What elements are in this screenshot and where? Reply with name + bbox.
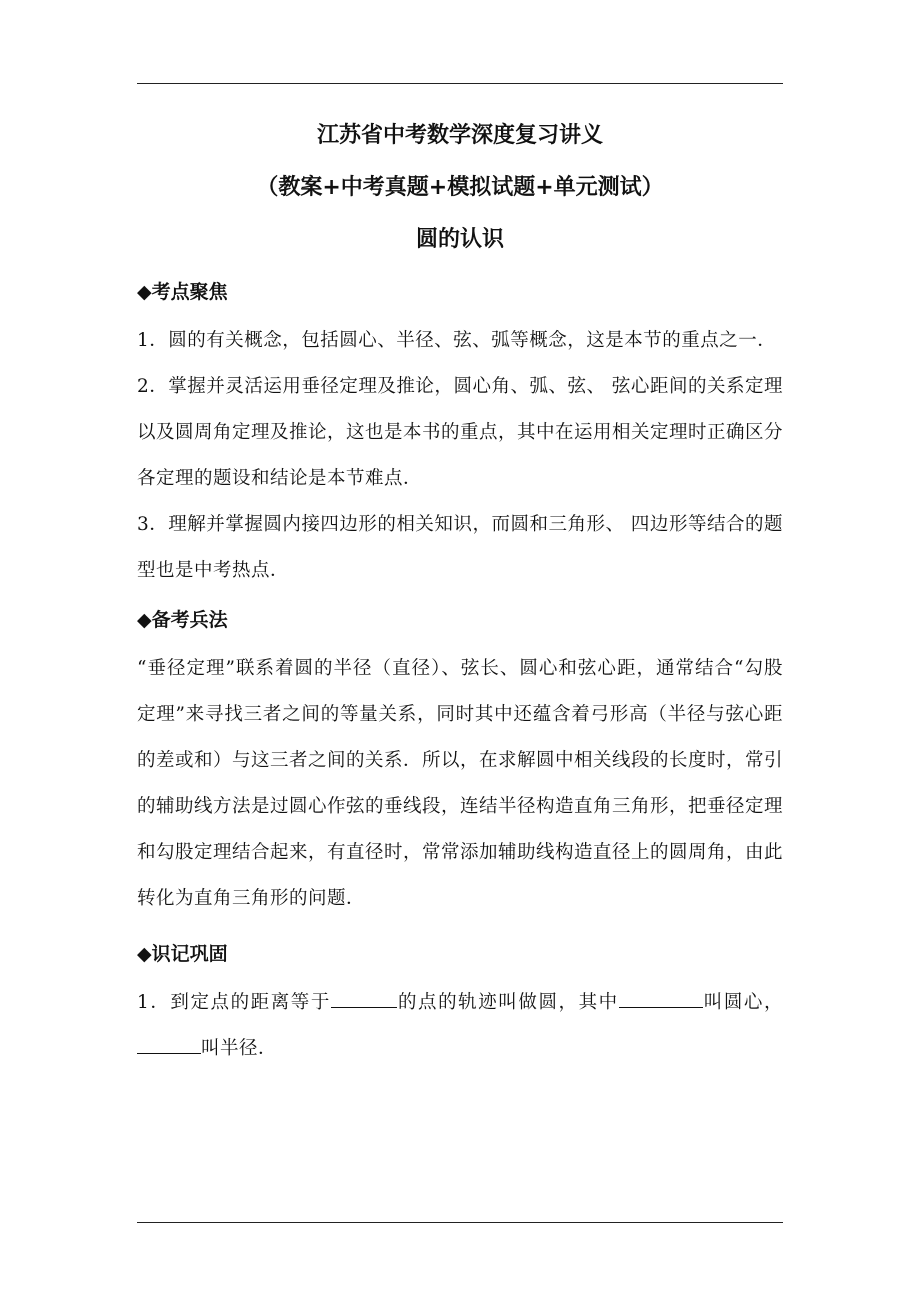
question-text-4: 叫半径．	[201, 1038, 278, 1059]
document-subtitle: （教案+中考真题+模拟试题+单元测试）	[256, 175, 664, 200]
focus-item-3: 3．理解并掌握圆内接四边形的相关知识，而圆和三角形、 四边形等结合的题型也是中考热点．	[137, 514, 783, 581]
fill-blank-1[interactable]	[331, 989, 397, 1008]
focus-item-2: 2．掌握并灵活运用垂径定理及推论，圆心角、弧、弦、 弦心距间的关系定理以及圆周角定理及推论，这也是本书的重点，其中在运用相关定理时正确区分各定理的题设和结论是本节难点．	[137, 376, 784, 489]
fill-blank-3[interactable]	[137, 1035, 201, 1054]
method-heading: ◆备考兵法	[137, 609, 228, 631]
focus-item-1: 1．圆的有关概念，包括圆心、半径、弦、弧等概念，这是本节的重点之一．	[137, 330, 777, 351]
footer-rule	[137, 1222, 783, 1223]
method-paragraph: “垂径定理”联系着圆的半径（直径）、弦长、圆心和弦心距，通常结合“勾股定理”来寻找三者之间的等量关系，同时其中还蕴含着弓形高（半径与弦心距的差或和）与这三者之间的关系．所以，在求解圆中相关线段的长度时，常引的辅助线方法是过圆心作弦的垂线段，连结半径构造直角三角形，把垂径定理和勾股定理结合起来，有直径时，常常添加辅助线构造直径上的圆周角，由此转化为直角三角形的问题．	[137, 658, 784, 909]
review-heading: ◆识记巩固	[137, 943, 228, 965]
question-text-3: 叫圆心，	[702, 992, 783, 1013]
question-text-1: 1．到定点的距离等于	[137, 992, 331, 1013]
review-question-1	[137, 980, 783, 1072]
fill-blank-2[interactable]	[619, 989, 703, 1008]
lesson-title: 圆的认识	[415, 227, 504, 252]
question-text-2: 的点的轨迹叫做圆，其中	[396, 992, 619, 1013]
document-title: 江苏省中考数学深度复习讲义	[316, 123, 603, 148]
header-rule	[137, 83, 783, 84]
document-page	[137, 110, 783, 1072]
focus-heading: ◆考点聚焦	[137, 281, 228, 303]
